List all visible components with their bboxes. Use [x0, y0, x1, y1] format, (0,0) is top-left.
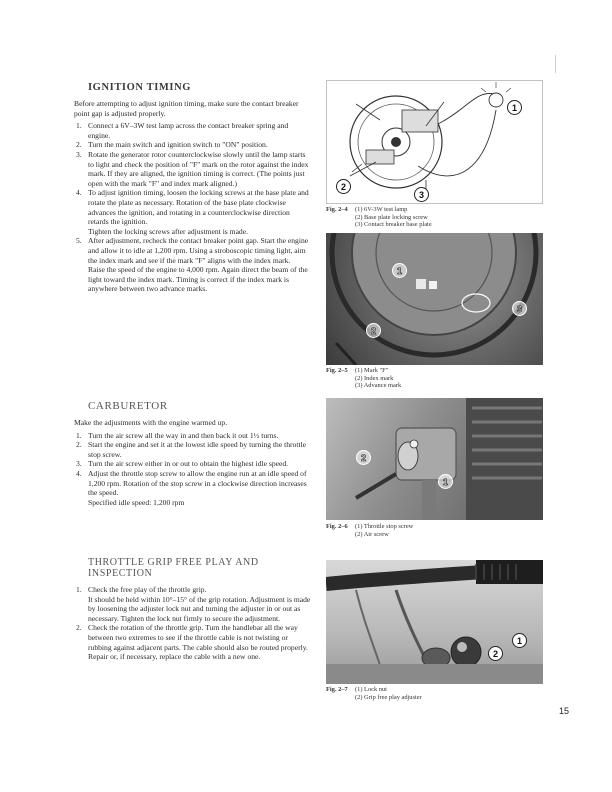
callout-1: 1 — [512, 633, 527, 648]
intro-text: Make the adjustments with the engine warmed up. — [74, 418, 228, 427]
callout-1: 1 — [392, 263, 407, 278]
figure-rotor-photo — [326, 233, 543, 365]
figure-carburetor-photo — [326, 398, 543, 520]
section-title: IGNITION TIMING — [88, 82, 192, 93]
callout-1: 1 — [507, 100, 522, 115]
rotor-photo-drawing — [326, 233, 543, 365]
list-item: 1. Check the free play of the throttle grip. It should be held within 10°–15° of the grip rotation. Adjustment is made by loosening the adjuster lock nut and turning the adjuster in or out as necessary. Tighten the lock nut firmly to secure the adjustment. — [76, 585, 311, 623]
callout-2: 2 — [488, 646, 503, 661]
figure-caption: Fig. 2–5 (1) Mark "F" (2) Index mark (3) Advance mark — [326, 367, 402, 390]
figure-test-lamp-diagram — [326, 80, 543, 204]
list-item: 2. Turn the main switch and ignition switch to "ON" position. — [76, 140, 268, 150]
intro-text: Before attempting to adjust ignition timing, make sure the contact breaker point gap is adjusted properly. — [74, 99, 299, 118]
callout-3: 3 — [512, 301, 527, 316]
list-item: 5. After adjustment, recheck the contact breaker point gap. Start the engine and allow it to idle at 1,200 rpm. Using a stroboscopic timing light, aim the index mark and see if the mark "F" aligns with the index mark. Raise the speed of the engine to 4,000 rpm. Again direct the beam of the light toward the index mark. Timing is correct if the index mark is anywhere between two advance marks. — [76, 236, 309, 294]
list-item: 1. Turn the air screw all the way in and then back it out 1½ turns. — [76, 430, 279, 440]
test-lamp-drawing — [326, 80, 543, 204]
callout-2: 2 — [336, 179, 351, 194]
list-item: 3. Rotate the generator rotor counterclockwise slowly until the lamp starts to light and check the position of "F" mark on the rotor against the index mark. If they are aligned, the ignition timing is correct. (The points just open with the mark "F" and index mark aligned.) — [76, 149, 309, 188]
throttle-steps — [74, 585, 312, 662]
callout-2: 2 — [366, 323, 381, 338]
throttle-grip-drawing — [326, 560, 543, 684]
section-title: CARBURETOR — [88, 400, 168, 412]
list-item: 4. To adjust ignition timing, loosen the locking screws at the base plate and rotate the plate as necessary. Rotation of the base plate clockwise advances the ignition, and rotating in a counterclockwise direction retards the ignition. Tighten the locking screws after adjustment is made. — [76, 188, 309, 236]
figure-caption: Fig. 2–6 (1) Throttle stop screw (2) Air screw — [326, 523, 414, 538]
list-item: 2. Start the engine and set it at the lowest idle speed by turning the throttle stop screw. — [76, 440, 307, 459]
callout-3: 3 — [414, 187, 429, 202]
section-title: THROTTLE GRIP FREE PLAY AND INSPECTION — [88, 557, 259, 579]
list-item: 4. Adjust the throttle stop screw to allow the engine run at an idle speed of 1,200 rpm. Rotation of the stop screw in a clockwise direction increases the speed. — [76, 468, 307, 498]
spec-text: Specified idle speed: 1,200 rpm — [88, 497, 185, 507]
figure-caption: Fig. 2–4 (1) 6V-3W test lamp (2) Base plate locking screw (3) Contact breaker base plate — [326, 206, 432, 229]
carburetor-section — [74, 400, 312, 507]
callout-1: 1 — [438, 474, 453, 489]
list-item: 2. Check the rotation of the throttle grip. Turn the handlebar all the way between two extremes to see if the throttle cable is not twisting or rubbing against adjacent parts. The cable should also be routed properly. Repair or, if necessary, replace the cable with a new one. — [76, 623, 308, 662]
figure-caption: Fig. 2–7 (1) Lock nut (2) Grip free play adjuster — [326, 686, 422, 701]
ignition-steps — [74, 121, 312, 294]
callout-2: 2 — [356, 450, 371, 465]
figure-throttle-grip-photo — [326, 560, 543, 684]
throttle-section — [74, 557, 312, 662]
ignition-section — [74, 82, 312, 294]
list-item: 3. Turn the air screw either in or out to obtain the highest idle speed. — [76, 459, 289, 469]
page-number: 15 — [559, 706, 570, 716]
list-item: 1. Connect a 6V–3W test lamp across the contact breaker spring and engine. — [76, 121, 289, 140]
carburetor-steps — [74, 431, 312, 498]
margin-mark — [555, 55, 556, 73]
